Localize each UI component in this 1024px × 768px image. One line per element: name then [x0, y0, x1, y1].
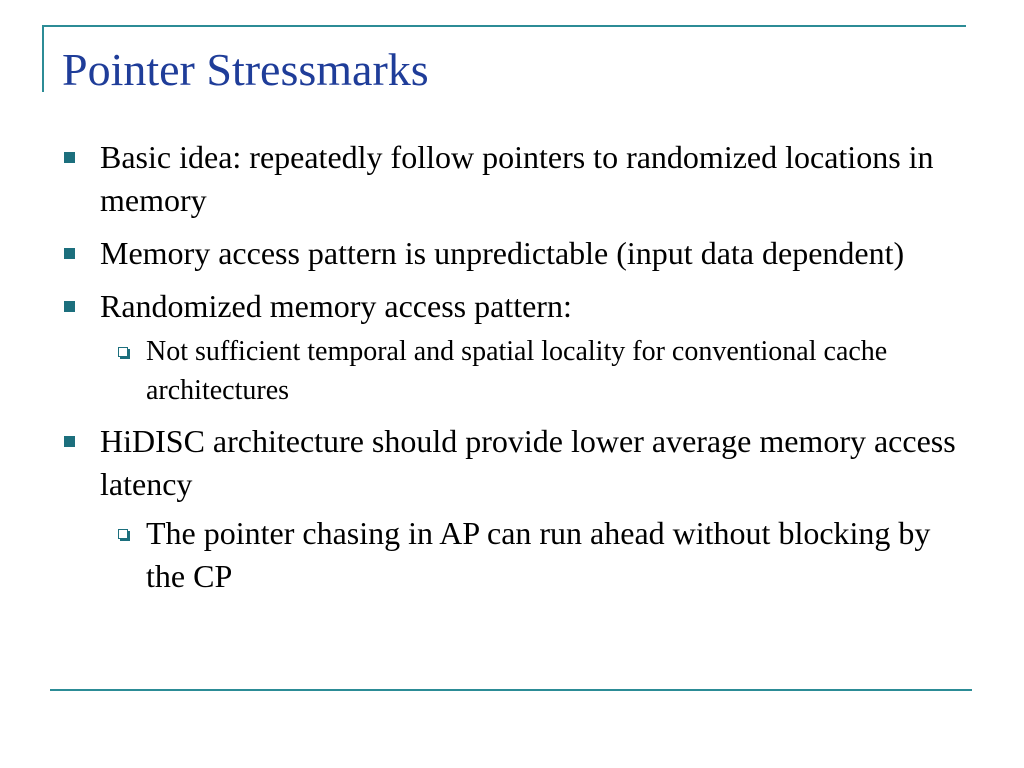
sub-bullet-item	[60, 512, 970, 598]
bullet-text: HiDISC architecture should provide lower average memory access latency	[100, 423, 956, 502]
square-bullet-icon	[64, 152, 75, 163]
square-bullet-icon	[64, 436, 75, 447]
square-bullet-icon	[64, 248, 75, 259]
bullet-text: Basic idea: repeatedly follow pointers to randomized locations in memory	[100, 139, 934, 218]
bullet-item	[60, 420, 970, 506]
sub-bullet-text: The pointer chasing in AP can run ahead without blocking by the CP	[146, 515, 931, 594]
title-accent-top-line	[42, 25, 966, 27]
slide-title: Pointer Stressmarks	[62, 44, 429, 95]
title-accent-vertical-line	[42, 26, 44, 92]
bullet-item	[60, 285, 970, 328]
slide-body	[60, 136, 970, 608]
bullet-text: Randomized memory access pattern:	[100, 288, 572, 324]
square-bullet-icon	[64, 301, 75, 312]
bullet-text: Memory access pattern is unpredictable (input data dependent)	[100, 235, 905, 271]
sub-bullet-item	[60, 332, 970, 410]
bullet-item	[60, 136, 970, 222]
hollow-square-bullet-icon	[118, 347, 128, 357]
sub-bullet-text: Not sufficient temporal and spatial locality for conventional cache architectures	[146, 336, 888, 406]
hollow-square-bullet-icon	[118, 529, 128, 539]
footer-accent-line	[50, 689, 972, 691]
bullet-item	[60, 232, 970, 275]
